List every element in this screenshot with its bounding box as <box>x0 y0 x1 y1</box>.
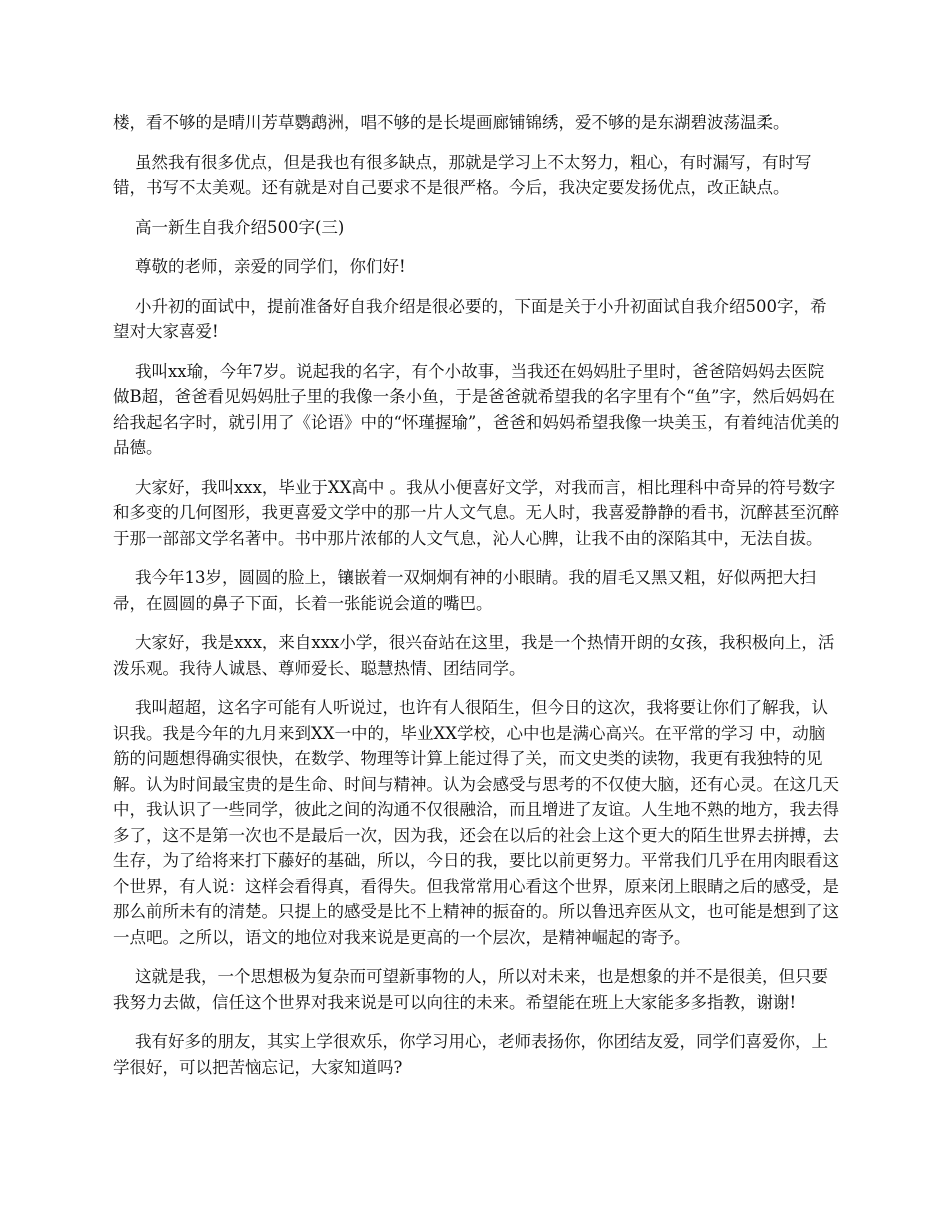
paragraph: 虽然我有很多优点，但是我也有很多缺点，那就是学习上不太努力，粗心，有时漏写，有时写错，书写不太美观。还有就是对自己要求不是很严格。今后，我决定要发扬优点，改正缺点。 <box>113 152 812 197</box>
paragraph: 这就是我，一个思想极为复杂而可望新事物的人，所以对未来，也是想象的并不是很美，但只要我努力去做，信任这个世界对我来说是可以向往的未来。希望能在班上大家能多多指教，谢谢! <box>113 967 828 1012</box>
section-heading: 高一新生自我介绍500字(三) <box>135 217 345 237</box>
paragraph: 我今年13岁，圆圆的脸上，镶嵌着一双炯炯有神的小眼睛。我的眉毛又黑又粗，好似两把大扫帚，在圆圆的鼻子下面，长着一张能说会道的嘴巴。 <box>113 568 816 613</box>
paragraph: 大家好，我是xxx，来自xxx小学，很兴奋站在这里，我是一个热情开朗的女孩，我积极向上，活泼乐观。我待人诚恳、尊师爱长、聪慧热情、团结同学。 <box>113 633 835 678</box>
paragraph: 我有好多的朋友，其实上学很欢乐，你学习用心，老师表扬你，你团结友爱，同学们喜爱你，上学很好，可以把苦恼忘记，大家知道吗? <box>113 1032 828 1077</box>
paragraph: 楼，看不够的是晴川芳草鹦鹉洲，唱不够的是长堤画廊铺锦绣，爱不够的是东湖碧波荡温柔。 <box>113 113 790 132</box>
paragraph: 尊敬的老师，亲爱的同学们，你们好! <box>135 257 406 276</box>
paragraph: 我叫超超，这名字可能有人听说过，也许有人很陌生，但今日的这次，我将要让你们了解我，认识我。我是今年的九月来到XX一中的，毕业XX学校，心中也是满心高兴。在平常的学习 中，动脑筋的问题想得确实很快，在数学、物理等计算上能过得了关，而文史类的读物，我更有我独特的见解。认为时间最宝贵的是生命、时间与精神。认为会感受与思考的不仅使大脑，还有心灵。在这几天中，我认识了一些同学，彼此之间的沟通不仅很融洽，而且增进了友谊。人生地不熟的地方，我去得多了，这不是第一次也不是最后一次，因为我，还会在以后的社会上这个更大的陌生世界去拼搏，去生存，为了给将来打下藤好的基础，所以，今日的我，要比以前更努力。平常我们几乎在用肉眼看这个世界，有人说：这样会看得真，看得失。但我常常用心看这个世界，原来闭上眼睛之后的感受，是那么前所未有的清楚。只提上的感受是比不上精神的振奋的。所以鲁迅弃医从文，也可能是想到了这一点吧。之所以，语文的地位对我来说是更高的一个层次，是精神崛起的寄予。 <box>113 698 839 947</box>
paragraph: 小升初的面试中，提前准备好自我介绍是很必要的，下面是关于小升初面试自我介绍500字，希望对大家喜爱! <box>113 296 827 341</box>
paragraph: 大家好，我叫xxx，毕业于XX高中 。我从小便喜好文学，对我而言，相比理科中奇异的符号数字和多变的几何图形，我更喜爱文学中的那一片人文气息。无人时，我喜爱静静的看书，沉醉甚至沉醉于那一部部文学名著中。书中那片浓郁的人文气息，沁人心脾，让我不由的深陷其中，无法自拔。 <box>113 477 839 548</box>
paragraph: 我叫xx瑜，今年7岁。说起我的名字，有个小故事，当我还在妈妈肚子里时，爸爸陪妈妈去医院做B超，爸爸看见妈妈肚子里的我像一条小鱼，于是爸爸就希望我的名字里有个“鱼”字，然后妈妈在给我起名字时，就引用了《论语》中的“怀瑾握瑜”，爸爸和妈妈希望我像一块美玉，有着纯洁优美的品德。 <box>113 361 840 457</box>
